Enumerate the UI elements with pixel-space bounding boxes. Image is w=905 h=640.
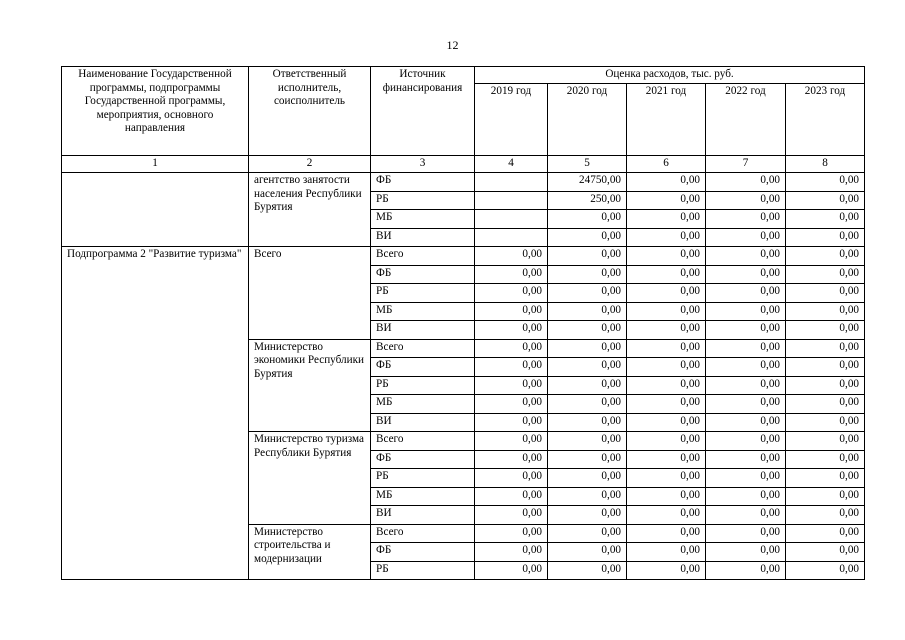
amount-cell: 0,00 <box>627 524 706 543</box>
amount-cell: 0,00 <box>475 247 548 266</box>
amount-cell: 0,00 <box>627 395 706 414</box>
amount-cell: 0,00 <box>706 339 786 358</box>
funding-source-cell: РБ <box>371 191 475 210</box>
column-number-row <box>62 156 865 173</box>
amount-cell: 0,00 <box>548 265 627 284</box>
header-row-top <box>62 67 865 84</box>
amount-cell: 0,00 <box>786 173 865 192</box>
amount-cell: 0,00 <box>706 173 786 192</box>
funding-source-cell: Всего <box>371 432 475 451</box>
executor-cell: Министерство туризма Республики Бурятия <box>249 432 371 525</box>
amount-cell: 0,00 <box>786 450 865 469</box>
amount-cell: 0,00 <box>548 450 627 469</box>
amount-cell: 0,00 <box>548 543 627 562</box>
amount-cell: 0,00 <box>475 339 548 358</box>
amount-cell: 0,00 <box>706 358 786 377</box>
amount-cell: 0,00 <box>548 321 627 340</box>
amount-cell: 0,00 <box>786 432 865 451</box>
amount-cell: 0,00 <box>548 210 627 229</box>
amount-cell: 0,00 <box>475 543 548 562</box>
amount-cell: 0,00 <box>475 561 548 580</box>
funding-source-cell: Всего <box>371 339 475 358</box>
amount-cell: 0,00 <box>786 339 865 358</box>
funding-source-cell: МБ <box>371 210 475 229</box>
page-number: 12 <box>446 38 459 52</box>
column-number: 6 <box>627 156 706 173</box>
amount-cell: 0,00 <box>548 302 627 321</box>
amount-cell: 0,00 <box>706 247 786 266</box>
funding-source-cell: ВИ <box>371 413 475 432</box>
amount-cell: 0,00 <box>475 524 548 543</box>
amount-cell: 0,00 <box>706 376 786 395</box>
amount-cell: 0,00 <box>475 487 548 506</box>
amount-cell: 0,00 <box>627 432 706 451</box>
header-year: 2022 год <box>706 84 786 156</box>
funding-source-cell: Всего <box>371 247 475 266</box>
header-year: 2021 год <box>627 84 706 156</box>
amount-cell: 0,00 <box>706 413 786 432</box>
amount-cell: 0,00 <box>786 302 865 321</box>
amount-cell <box>475 210 548 229</box>
funding-source-cell: РБ <box>371 561 475 580</box>
amount-cell: 0,00 <box>475 358 548 377</box>
amount-cell: 0,00 <box>627 191 706 210</box>
table-row <box>62 247 865 266</box>
amount-cell: 0,00 <box>475 413 548 432</box>
funding-source-cell: РБ <box>371 469 475 488</box>
amount-cell: 0,00 <box>786 524 865 543</box>
funding-source-cell: Всего <box>371 524 475 543</box>
amount-cell: 0,00 <box>548 228 627 247</box>
amount-cell: 0,00 <box>475 302 548 321</box>
amount-cell: 0,00 <box>706 265 786 284</box>
column-number: 1 <box>62 156 249 173</box>
column-number: 4 <box>475 156 548 173</box>
amount-cell: 0,00 <box>786 210 865 229</box>
amount-cell: 0,00 <box>548 413 627 432</box>
amount-cell: 0,00 <box>627 210 706 229</box>
amount-cell <box>475 173 548 192</box>
funding-source-cell: ФБ <box>371 358 475 377</box>
amount-cell: 0,00 <box>706 228 786 247</box>
header-year: 2023 год <box>786 84 865 156</box>
column-number: 3 <box>371 156 475 173</box>
amount-cell: 0,00 <box>706 469 786 488</box>
funding-source-cell: РБ <box>371 376 475 395</box>
amount-cell: 0,00 <box>548 524 627 543</box>
funding-source-cell: ВИ <box>371 506 475 525</box>
amount-cell: 0,00 <box>627 506 706 525</box>
amount-cell: 0,00 <box>627 321 706 340</box>
amount-cell: 0,00 <box>706 432 786 451</box>
amount-cell: 0,00 <box>627 543 706 562</box>
amount-cell: 0,00 <box>475 265 548 284</box>
amount-cell: 0,00 <box>475 321 548 340</box>
amount-cell: 0,00 <box>548 395 627 414</box>
amount-cell: 0,00 <box>475 432 548 451</box>
amount-cell: 0,00 <box>786 487 865 506</box>
funding-source-cell: МБ <box>371 487 475 506</box>
amount-cell: 0,00 <box>786 395 865 414</box>
amount-cell: 0,00 <box>475 506 548 525</box>
amount-cell: 0,00 <box>627 339 706 358</box>
amount-cell: 0,00 <box>475 450 548 469</box>
amount-cell: 0,00 <box>548 469 627 488</box>
amount-cell: 0,00 <box>786 228 865 247</box>
amount-cell: 0,00 <box>706 321 786 340</box>
amount-cell: 0,00 <box>706 524 786 543</box>
amount-cell: 0,00 <box>548 376 627 395</box>
column-number: 5 <box>548 156 627 173</box>
executor-cell: агентство занятости населения Республики Бурятия <box>249 173 371 247</box>
column-number: 8 <box>786 156 865 173</box>
amount-cell: 0,00 <box>706 561 786 580</box>
amount-cell: 0,00 <box>548 487 627 506</box>
executor-cell: Министерство экономики Республики Бурятия <box>249 339 371 432</box>
amount-cell <box>475 228 548 247</box>
amount-cell: 0,00 <box>627 284 706 303</box>
amount-cell: 0,00 <box>475 395 548 414</box>
amount-cell: 24750,00 <box>548 173 627 192</box>
header-year: 2020 год <box>548 84 627 156</box>
amount-cell: 0,00 <box>706 487 786 506</box>
funding-source-cell: ФБ <box>371 543 475 562</box>
amount-cell: 0,00 <box>627 247 706 266</box>
amount-cell: 0,00 <box>786 321 865 340</box>
amount-cell: 0,00 <box>706 543 786 562</box>
amount-cell: 0,00 <box>706 302 786 321</box>
header-funding-source: Источник финансирования <box>371 67 475 156</box>
amount-cell: 0,00 <box>548 432 627 451</box>
amount-cell: 0,00 <box>706 191 786 210</box>
column-number: 7 <box>706 156 786 173</box>
amount-cell: 0,00 <box>627 487 706 506</box>
amount-cell: 0,00 <box>627 450 706 469</box>
amount-cell: 0,00 <box>627 302 706 321</box>
amount-cell: 0,00 <box>548 247 627 266</box>
amount-cell: 0,00 <box>627 376 706 395</box>
amount-cell: 0,00 <box>786 506 865 525</box>
funding-source-cell: ВИ <box>371 228 475 247</box>
amount-cell: 0,00 <box>475 469 548 488</box>
amount-cell: 0,00 <box>627 265 706 284</box>
amount-cell: 0,00 <box>786 284 865 303</box>
amount-cell: 0,00 <box>706 284 786 303</box>
amount-cell: 250,00 <box>548 191 627 210</box>
header-program-name: Наименование Государственной программы, подпрограммы Государственной программы, мероприятия, основного направления <box>62 67 249 156</box>
funding-source-cell: МБ <box>371 302 475 321</box>
budget-table <box>61 66 865 580</box>
amount-cell: 0,00 <box>548 284 627 303</box>
amount-cell: 0,00 <box>475 376 548 395</box>
amount-cell: 0,00 <box>475 284 548 303</box>
executor-cell: Всего <box>249 247 371 340</box>
funding-source-cell: ФБ <box>371 450 475 469</box>
header-year: 2019 год <box>475 84 548 156</box>
funding-source-cell: РБ <box>371 284 475 303</box>
funding-source-cell: ФБ <box>371 265 475 284</box>
funding-source-cell: ФБ <box>371 173 475 192</box>
amount-cell: 0,00 <box>627 561 706 580</box>
amount-cell <box>475 191 548 210</box>
amount-cell: 0,00 <box>627 358 706 377</box>
funding-source-cell: МБ <box>371 395 475 414</box>
amount-cell: 0,00 <box>786 413 865 432</box>
amount-cell: 0,00 <box>786 191 865 210</box>
amount-cell: 0,00 <box>627 469 706 488</box>
amount-cell: 0,00 <box>786 469 865 488</box>
amount-cell: 0,00 <box>786 561 865 580</box>
funding-source-cell: ВИ <box>371 321 475 340</box>
amount-cell: 0,00 <box>548 339 627 358</box>
amount-cell: 0,00 <box>627 173 706 192</box>
header-executor: Ответственный исполнитель, соисполнитель <box>249 67 371 156</box>
amount-cell: 0,00 <box>706 210 786 229</box>
table-body <box>62 173 865 580</box>
program-name-cell <box>62 173 249 247</box>
amount-cell: 0,00 <box>706 506 786 525</box>
column-number: 2 <box>249 156 371 173</box>
amount-cell: 0,00 <box>706 450 786 469</box>
amount-cell: 0,00 <box>786 247 865 266</box>
amount-cell: 0,00 <box>786 543 865 562</box>
table-row <box>62 173 865 192</box>
program-name-cell: Подпрограмма 2 "Развитие туризма" <box>62 247 249 580</box>
amount-cell: 0,00 <box>548 506 627 525</box>
amount-cell: 0,00 <box>548 358 627 377</box>
header-expenses-estimate: Оценка расходов, тыс. руб. <box>475 67 865 84</box>
amount-cell: 0,00 <box>548 561 627 580</box>
amount-cell: 0,00 <box>786 265 865 284</box>
amount-cell: 0,00 <box>786 376 865 395</box>
amount-cell: 0,00 <box>627 413 706 432</box>
amount-cell: 0,00 <box>706 395 786 414</box>
executor-cell: Министерство строительства и модернизации <box>249 524 371 580</box>
amount-cell: 0,00 <box>627 228 706 247</box>
amount-cell: 0,00 <box>786 358 865 377</box>
